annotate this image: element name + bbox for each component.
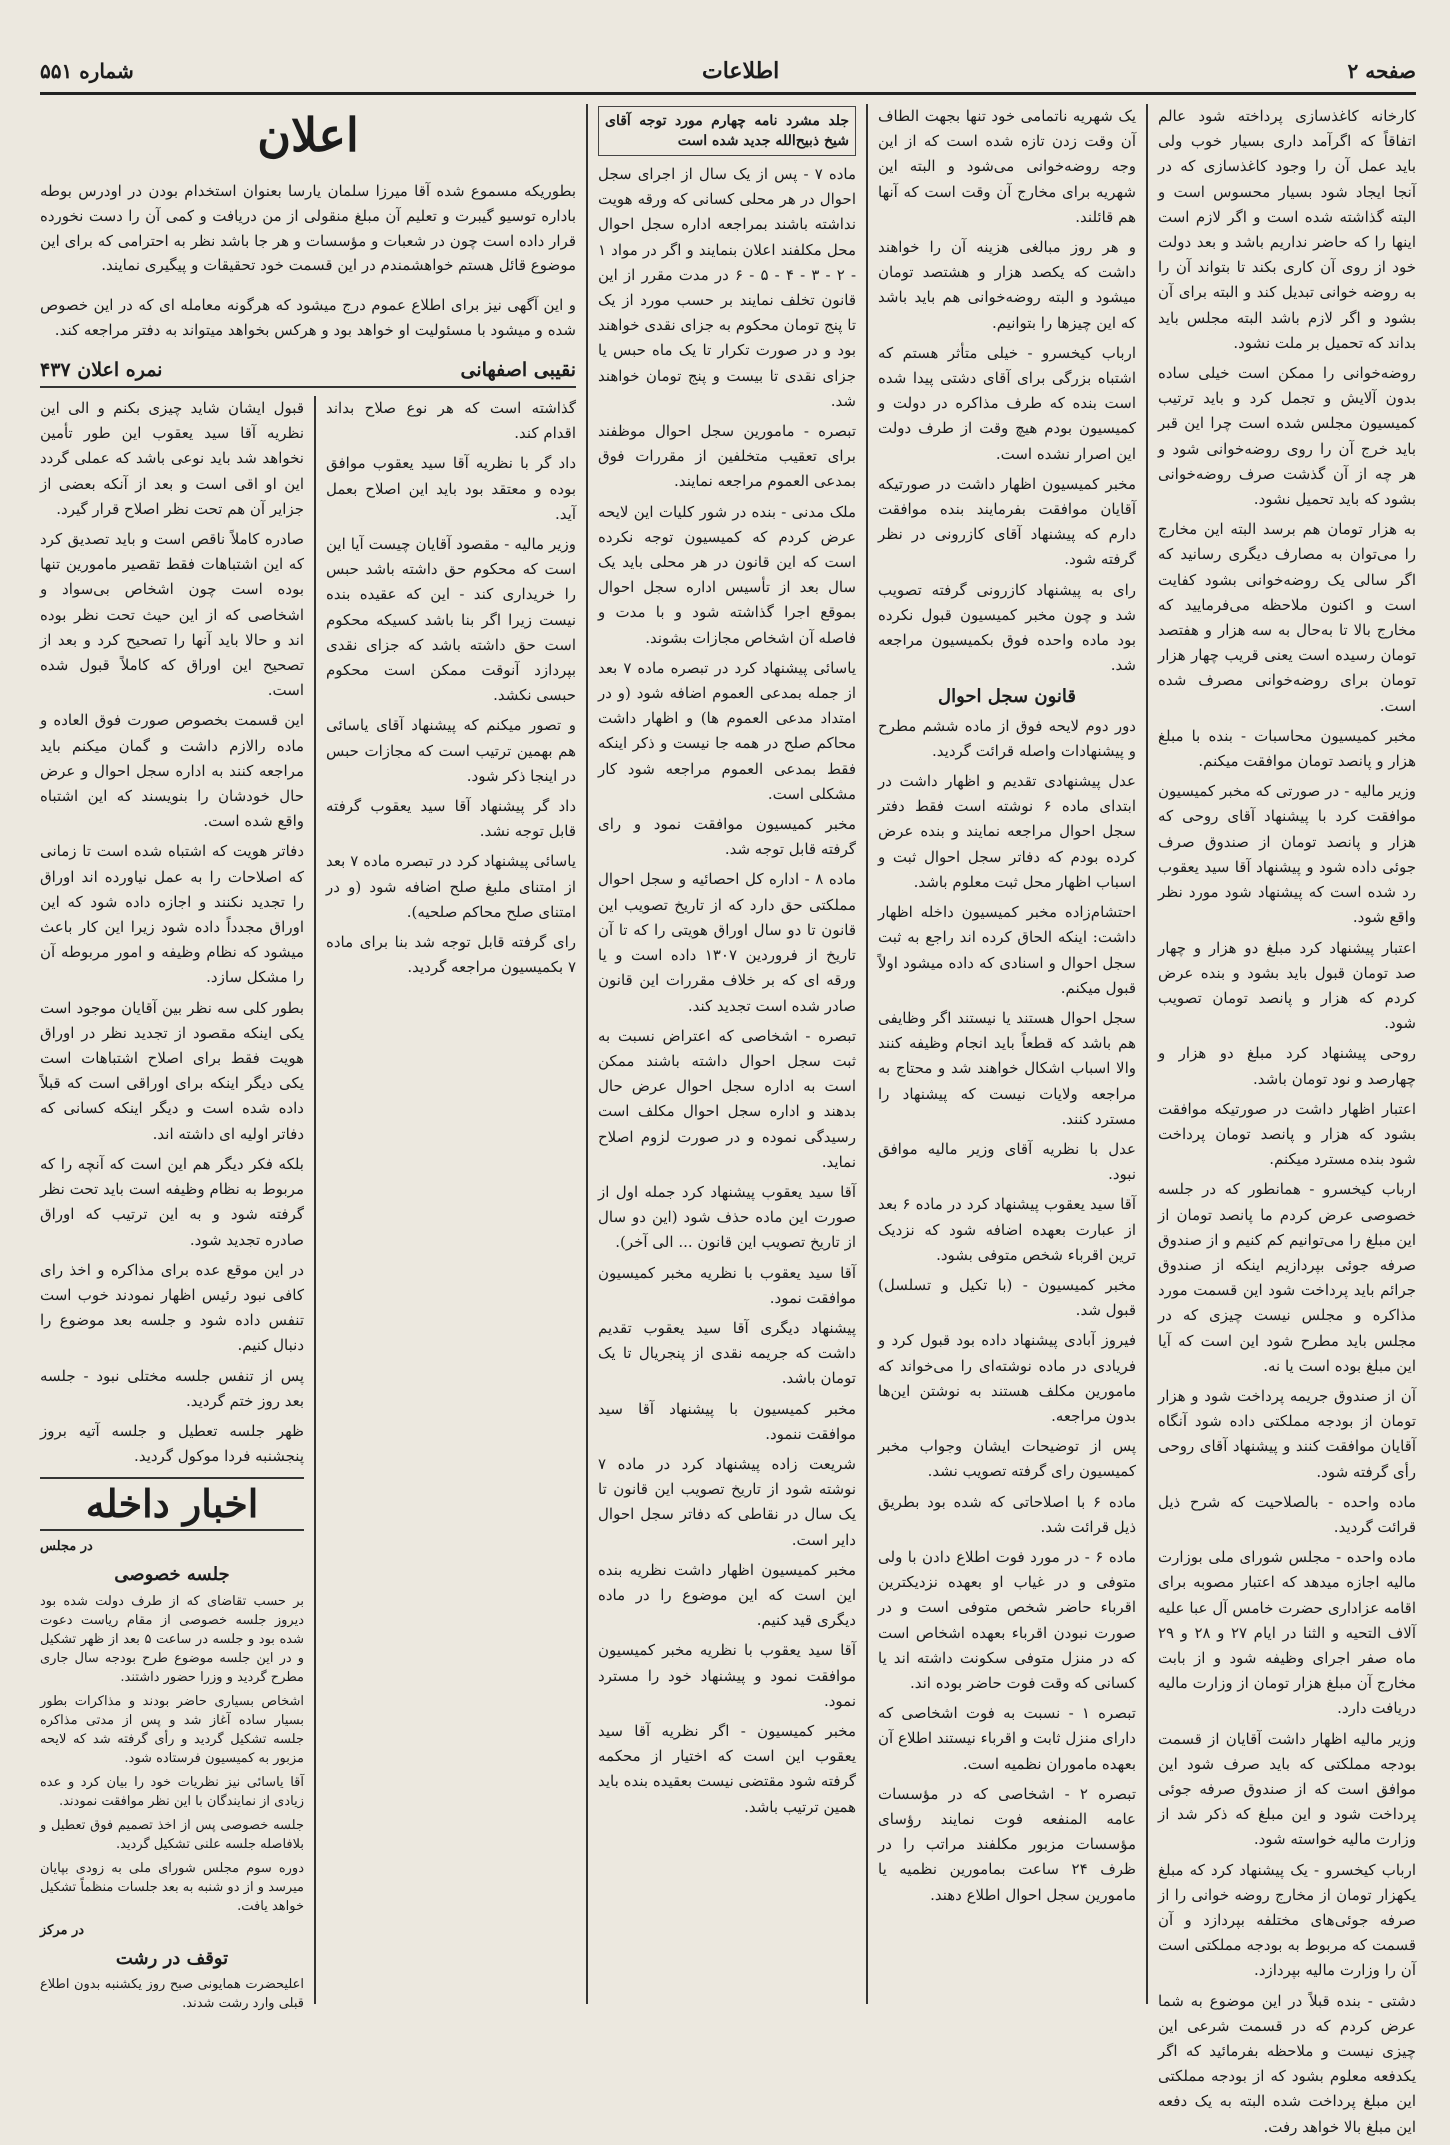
- paragraph: وزیر مالیه - در صورتی که مخبر کمیسیون موافقت کرد با پیشنهاد آقای روحی که هزار و پانصد تومان از صندوق صرف جوئی داده شود و پیشنهاد آقا سید یعقوب رد شده است که پیشنهاد شود مورد نظر واقع شود.: [1158, 782, 1416, 927]
- paragraph: صادره کاملاً ناقص است و باید تصدیق کرد که این اشتباهات فقط تقصیر مامورین تنها بوده است چون اشخاص بی‌سواد و اشخاصی که از این حیث تحت نظر بوده اند و حالا باید آنها را تصحیح کرد و بعد از تصحیح این اوراق که کاملاً قبول شده است.: [40, 530, 304, 700]
- paragraph: آقا سید یعقوب با نظریه مخبر کمیسیون موافقت نمود.: [598, 1263, 856, 1307]
- announcement-rule: [40, 386, 576, 388]
- paragraph: گذاشته است که هر نوع صلاح بداند اقدام کند.: [326, 399, 576, 443]
- paragraph: ارباب کیخسرو - خیلی متأثر هستم که اشتباه بزرگی برای آقای دشتی پیدا شده است بنده که طرف مذاکره در دولت و کمیسیون بودم هیچ وقت از طرف دولت این اصرار نشده است.: [878, 343, 1136, 463]
- signature-name: نقیبی اصفهانی: [460, 358, 576, 381]
- domestic-news-title: اخبار داخله: [40, 1477, 304, 1531]
- paragraph: اعلیحضرت همایونی صبح روز یکشنبه بدون اطلاع قبلی وارد رشت شدند.: [40, 1976, 304, 2011]
- column-1: [1158, 104, 1416, 2145]
- paragraph: ارباب کیخسرو - همانطور که در جلسه خصوصی عرض کردم ما پانصد تومان از این مبلغ را می‌توانیم کم کنیم و از صندوق صرفه جوئی بپردازیم اینکه از صندوق جرائم باید پرداخت شود این قسمت مورد مذاکره و مجلس نیست چیزی که در مجلس باید مطرح شود این است که آیا این مبلغ بوده است یا نه.: [1158, 1180, 1416, 1375]
- paragraph: رای به پیشنهاد کازرونی گرفته تصویب شد و چون مخبر کمیسیون قبول نکرده بود ماده واحده فوق بکمیسیون مراجعه شد.: [878, 580, 1136, 675]
- paragraph: رای گرفته قابل توجه شد بنا برای ماده ۷ بکمیسیون مراجعه گردید.: [326, 933, 576, 977]
- masthead: [40, 52, 1416, 90]
- paragraph: تبصره ۱ - نسبت به فوت اشخاصی که دارای منزل ثابت و اقرباء نیستند اطلاع آن بعهده ماموران نظمیه است.: [878, 1704, 1136, 1773]
- column-divider: [866, 104, 868, 2004]
- paragraph: یاسائی پیشنهاد کرد در تبصره ماده ۷ بعد از جمله بمدعی العموم اضافه شود (و در امتداد مدعی العموم ها) و اظهار داشت محاکم صلح در همه جا نیست و ذکر اینکه فقط بمدعی العموم مراجعه شود کار مشکلی است.: [598, 658, 856, 803]
- paragraph: ماده واحده - بالصلاحیت که شرح ذیل قرائت گردید.: [1158, 1492, 1416, 1536]
- announcement-block: [40, 104, 576, 389]
- paragraph: ملک مدنی - بنده در شور کلیات این لایحه عرض کردم که کمیسیون توجه نکرده است که این قانون در هر محلی باید یک سال بعد از تأسیس اداره سجل احوال بموقع اجرا گذاشته شود و با مدت و فاصله آن اشخاص مجازات بشوند.: [598, 502, 856, 647]
- paragraph: مخبر کمیسیون اظهار داشت نظریه بنده این است که این موضوع را در ماده دیگری قید کنیم.: [598, 1560, 856, 1630]
- paragraph: قبول ایشان شاید چیزی بکنم و الی این نظریه آقا سید یعقوب این طور تأمین نخواهد شد باید نوعی باشد که عملی گردد این او اقی است و بعد از آنکه بعضی از جزایر آن هم تحت نظر اصلاح قرار گیرد.: [40, 399, 304, 518]
- paragraph: آقا سید یعقوب پیشنهاد کرد در ماده ۶ بعد از عبارت بعهده اضافه شود که نزدیک ترین اقرباء شخص متوفی بشود.: [878, 1195, 1136, 1264]
- column-divider: [314, 396, 316, 2004]
- paragraph: احتشام‌زاده مخبر کمیسیون داخله اظهار داشت: اینکه الحاق کرده اند راجع به ثبت سجل احوال و اسنادی که داده میشود اولاً قبول میکنم.: [878, 903, 1136, 997]
- paragraph: و هر روز مبالغی هزینه آن را خواهند داشت که یکصد هزار و هشتصد تومان میشود و البته روضه‌خوانی هم باید باشد که این چیزها را بتوانیم.: [878, 238, 1136, 332]
- column-4: [326, 396, 576, 985]
- newspaper-title: اطلاعات: [702, 58, 780, 84]
- paragraph: به هزار تومان هم برسد البته این مخارج را می‌توان به مصارف دیگری رسانید که اگر سالی یک روضه‌خوانی بشود کفایت است و اکنون ملاحظه می‌فرمایید که مخارج بالا تا به‌حال به سه هزار و هفتصد تومان رسیده است یعنی قریب چهار هزار تومان برای روضه‌خوانی مصرف شده است.: [1158, 520, 1416, 715]
- sub-heading-majlis: در مجلس: [40, 1539, 93, 1555]
- paragraph: در این موقع عده برای مذاکره و اخذ رای کافی نبود رئیس اظهار نمودند خوب است تنفس داده شود و جلسه بعد موضوع را دنبال کنیم.: [40, 1260, 304, 1355]
- paragraph: پس از توضیحات ایشان وجواب مخبر کمیسیون رای گرفته تصویب نشد.: [878, 1437, 1136, 1481]
- paragraph: پیشنهاد دیگری آقا سید یعقوب تقدیم داشت که جریمه نقدی از پنجریال تا یک تومان باشد.: [598, 1318, 856, 1388]
- sub-heading-rasht: توقف در رشت: [115, 1947, 229, 1969]
- paragraph: آقا سید یعقوب پیشنهاد کرد جمله اول از صورت این ماده حذف شود (این دو سال از تاریخ تصویب این قانون ... الی آخر).: [598, 1182, 856, 1252]
- announcement-title: اعلان: [257, 108, 359, 162]
- paragraph: بلکه فکر دیگر هم این است که آنچه را که مربوط به نظام وظیفه است باید تحت نظر گرفته شود و به این ترتیب که اوراق صادره تجدید شود.: [40, 1154, 304, 1249]
- paragraph: ماده ۷ - پس از یک سال از اجرای سجل احوال در هر محلی کسانی که ورقه هویت نداشته باشند بمراجعه اداره سجل احوال محل مکلفند اعلان بنمایند و اگر در مواد ۱ - ۲ - ۳ - ۴ - ۵ - ۶ در مدت مقرر از این قانون تخلف نمایند بر حسب مورد از یک تا پنج تومان محکوم به جزای نقدی خواهند بود و در صورت تکرار تا یک ماه حبس یا جزای نقدی تا بیست و پنج تومان خواهند شد.: [598, 165, 857, 410]
- paragraph: روضه‌خوانی را ممکن است خیلی ساده بدون آلایش و تجمل کرد و باید ترتیب کمیسیون مجلس شده است چرا این قبر باید خرج آن را روی روضه‌خوانی شود و هر چه از آن گذشت صرف روضه‌خوانی بشود که باید تحمیل نشود.: [1158, 364, 1416, 509]
- paragraph: آن از صندوق جریمه پرداخت شود و هزار تومان از بودجه مملکتی داده شود آنگاه آقایان موافقت کنند و پیشنهاد آقای روحی رأی گرفته شود.: [1158, 1386, 1416, 1481]
- paragraph: ظهر جلسه تعطیل و جلسه آتیه بروز پنجشنبه فردا موکول گردید.: [40, 1421, 304, 1466]
- newspaper-page: [40, 52, 1417, 2136]
- paragraph: جلسه خصوصی پس از اخذ تصمیم فوق تعطیل و بلافاصله جلسه علنی تشکیل گردید.: [40, 1817, 304, 1852]
- issue-number: شماره ۵۵۱: [40, 59, 134, 83]
- paragraph: یک شهریه ناتمامی خود تنها بجهت الطاف آن وقت زدن تازه شده است که از این وجه روضه‌خوانی می‌شود و البته این شهریه برای مخارج آن وقت است که آنها هم قائلند.: [878, 107, 1136, 226]
- paragraph: و تصور میکنم که پیشنهاد آقای یاسائی هم بهمین ترتیب است که مجازات حبس در اینجا ذکر شود.: [326, 716, 576, 785]
- paragraph: اعتبار اظهار داشت در صورتیکه موافقت بشود که هزار و پانصد تومان پرداخت شود بنده مسترد میکنم.: [1158, 1099, 1416, 1169]
- paragraph: کارخانه کاغذسازی پرداخته شود عالم اتفاقاً که اگرآمد داری بسیار خوب ولی باید عمل آن را وجود کاغذسازی که در آنجا ایجاد شود بسیار محسوس است و البته گذاشته شده است و اگر لازم است اینها را که حاضر نداریم باشد و بعد دولت خود از روی آن کاری بکند تا بتواند آن را به روضه خوانی تبدیل کند و البته برای آن بشود و اگر لازم باشد البته مجلس باید بداند که تحمیل بر ملت نشود.: [1158, 107, 1416, 352]
- paragraph: عدل پیشنهادی تقدیم و اظهار داشت در ابتدای ماده ۶ نوشته است فقط دفتر سجل احوال مراجعه نمایند و بنده عرض کرده بودم که دفاتر سجل احوال ثبت و اسباب اظهار محل ثبت معلوم باشد.: [878, 772, 1136, 891]
- paragraph: ماده واحده - مجلس شورای ملی بوزارت مالیه اجازه میدهد که اعتبار مصوبه برای اقامه عزاداری حضرت خامس آل عبا علیه آلاف التحیه و الثنا در ایام ۲۷ و ۲۸ و ۲۹ ماه صفر اجرای وظیفه شود و از بابت مخارج آن مبلغ هزار تومان از وزارت مالیه دریافت دارد.: [1158, 1548, 1417, 1718]
- paragraph: ماده ۶ با اصلاحاتی که شده بود بطریق ذیل قرائت شد.: [878, 1492, 1136, 1536]
- paragraph: مخبر کمیسیون - اگر نظریه آقا سید یعقوب این است که اختیار از محکمه گرفته شود مقتضی نیست بعقیده بنده باید همین ترتیب باشد.: [598, 1721, 856, 1816]
- paragraph: تبصره ۲ - اشخاصی که در مؤسسات عامه المنفعه فوت نمایند رؤسای مؤسسات مزبور مکلفند مراتب را در ظرف ۲۴ ساعت بمامورین نظمیه یا مامورین سجل احوال اطلاع دهند.: [878, 1784, 1136, 1904]
- paragraph: داد گر پیشنهاد آقا سید یعقوب گرفته قابل توجه نشد.: [326, 797, 576, 841]
- sub-heading-private-session: جلسه خصوصی: [114, 1564, 230, 1586]
- paragraph: وزیر مالیه اظهار داشت آقایان از قسمت بودجه مملکتی که باید صرف شود این موافق است که از صندوق صرفه جوئی پرداخت شود و این مبلغ که ذکر شد از وزارت مالیه خواسته شود.: [1158, 1729, 1416, 1849]
- paragraph: دفاتر هویت که اشتباه شده است تا زمانی که اصلاحات را به عمل نیاورده اند اوراق را تجدید نکنند و اجازه داده شود که این اوراق مجدداً داده شود زیرا این کار باعث میشود که نظام وظیفه و امور مربوطه آن را مشکل سازد.: [40, 842, 304, 987]
- page-number: صفحه ۲: [1347, 59, 1416, 83]
- paragraph: اشخاص بسیاری حاضر بودند و مذاکرات بطور بسیار ساده آغاز شد و پس از مدتی مذاکره جلسه تشکیل گردید و رأی گرفته شد که لایحه مزبور به کمیسیون فرستاده شود.: [40, 1693, 304, 1766]
- paragraph: این قسمت بخصوص صورت فوق العاده و ماده رالازم داشت و گمان میکنم باید مراجعه کنند به اداره سجل احوال و عرض حال خودشان را بنویسند که این اشتباه واقع شده است.: [40, 711, 304, 831]
- paragraph: سجل احوال هستند یا نیستند اگر وظایفی هم باشد که قطعاً باید انجام وظیفه کنند والا اسباب اشکال خواهند شد و محتاج به مراجعه ولایات نیست که پیشنهاد را مسترد کنند.: [878, 1008, 1136, 1128]
- paragraph: دور دوم لایحه فوق از ماده ششم مطرح و پیشنهادات واصله قرائت گردید.: [878, 716, 1136, 760]
- paragraph: تبصره - مامورین سجل احوال موظفند برای تعقیب متخلفین از مقررات فوق بمدعی العموم مراجعه نمایند.: [598, 422, 856, 491]
- paragraph: ارباب کیخسرو - یک پیشنهاد کرد که مبلغ یکهزار تومان از مخارج روضه خوانی را از صرفه جوئی‌های مختلفه بپردازد و آن قسمت که مربوط به بودجه مملکتی است آن را وزارت مالیه بپردازد.: [1158, 1860, 1416, 1980]
- paragraph: روحی پیشنهاد کرد مبلغ دو هزار و چهارصد و نود تومان باشد.: [1158, 1044, 1416, 1088]
- column-3: [598, 104, 856, 1825]
- paragraph: داد گر با نظریه آقا سید یعقوب موافق بوده و معتقد بود باید این اصلاح بعمل آید.: [326, 454, 576, 523]
- paragraph: مخبر کمیسیون با پیشنهاد آقا سید موافقت ننمود.: [598, 1399, 856, 1443]
- column-divider: [586, 104, 588, 2004]
- paragraph: عدل با نظریه آقای وزیر مالیه موافق نبود.: [878, 1139, 1136, 1184]
- column-divider: [1146, 104, 1148, 2004]
- paragraph: دشتی - بنده قبلاً در این موضوع به شما عرض کردم که در قسمت شرعی این چیزی نیست و ملاحظه بفرمائید که اگر یکدفعه معلوم بشود که از بودجه مملکتی این مبلغ پرداخت شده البته به یک دفعه این مبلغ بالا خواهد رفت.: [1158, 1991, 1416, 2136]
- section-heading-civil-registry-law: قانون سجل احوال: [938, 686, 1076, 708]
- paragraph: ماده ۸ - اداره کل احصائیه و سجل احوال مملکتی حق دارد که از تاریخ تصویب این قانون تا دو سال اوراق هویتی را که تا آن تاریخ از فروردین ۱۳۰۷ داده است و یا ورقه ای که بر خلاف مقررات این قانون صادر شده است تجدید کند.: [598, 870, 856, 1015]
- paragraph: شریعت زاده پیشنهاد کرد در ماده ۷ نوشته شود از تاریخ تصویب این قانون تا یک سال در نقاطی که دفاتر سجل احوال دایر است.: [598, 1454, 856, 1549]
- paragraph: و این آگهی نیز برای اطلاع عموم درج میشود که هرگونه معامله ای که در این خصوص شده و میشود با مسئولیت او خواهد بود و هرکس بخواهد میتواند به دفتر مراجعه کند.: [40, 296, 576, 339]
- paragraph: مخبر کمیسیون محاسبات‌ - بنده با مبلغ هزار و پانصد تومان موافقت میکنم.: [1158, 726, 1416, 771]
- paragraph: اعتبار پیشنهاد کرد مبلغ دو هزار و چهار صد تومان قبول باید بشود و بنده عرض کردم که هزار و پانصد تومان تصویب شود.: [1158, 938, 1416, 1033]
- paragraph: بر حسب تقاضای که از طرف دولت شده بود دیروز جلسه خصوصی از مقام ریاست دعوت شده بود و جلسه در ساعت ۵ بعد از ظهر تشکیل و در این جلسه موضوع طرح بودجه سال جاری مطرح گردید و وزرا حضور داشتند.: [40, 1593, 304, 1685]
- paragraph: تبصره - اشخاصی که اعتراض نسبت به ثبت سجل احوال داشته باشند ممکن است به اداره سجل احوال عرض حال بدهند و اداره سجل احوال مکلف است رسیدگی نموده و در صورت لزوم اصلاح نماید.: [598, 1026, 856, 1171]
- paragraph: وزیر مالیه - مقصود آقایان چیست آیا این است که محکوم حق داشته باشد حبس را خریداری کند - این که عقیده بنده نیست زیرا اگر بنا باشد کسیکه محکوم است حق داشته باشد که جزای نقدی بپردازد آنوقت ممکن است محکوم حبسی نکشد.: [326, 535, 576, 705]
- paragraph: پس از تنفس جلسه مختلی نبود - جلسه بعد روز ختم گردید.: [40, 1366, 304, 1410]
- sub-heading-center: در مرکز: [40, 1922, 85, 1938]
- paragraph: آقا یاسائی نیز نظریات خود را بیان کرد و عده زیادی از نمایندگان با این نظر موافقت نمودند.: [40, 1774, 304, 1809]
- paragraph: بطوریکه مسموع شده آقا میرزا سلمان یارسا بعنوان استخدام بودن در اودرس بوطه باداره توسیو گیبرت و تعلیم آن مبلغ منقولی از من دریافت و کمی آن را دست نخورده قرار داده است چون در شعبات و مؤسسات و هر جا باشد نظر به احترامی که برای این موضوع قائل هستم خواهشمندم در این قسمت خود تحقیقات و پیگیری نمایند.: [40, 182, 576, 275]
- paragraph: مخبر کمیسیون - (با تکیل و تسلسل) قبول شد.: [878, 1275, 1136, 1320]
- column-5: [40, 396, 304, 2018]
- paragraph: یاسائی پیشنهاد کرد در تبصره ماده ۷ بعد از امتنای ملبغ صلح اضافه شود (و در امتنای صلح محاکم صلحیه).: [326, 852, 576, 921]
- paragraph: دوره سوم مجلس شورای ملی به زودی بپایان میرسد و از دو شنبه به بعد جلسات منظماً تشکیل خواهد یافت.: [40, 1860, 304, 1914]
- paragraph: بطور کلی سه نظر بین آقایان موجود است یکی اینکه مقصود از تجدید نظر در اوراق هویت فقط برای اصلاح اشتباهات است یکی دیگر اینکه برای اوراقی است که قبلاً داده شده است و دیگر اینکه کسانی که دفاتر اولیه ای داشته اند.: [40, 998, 304, 1143]
- paragraph: آقا سید یعقوب با نظریه مخبر کمیسیون موافقت نمود و پیشنهاد خود را مسترد نمود.: [598, 1641, 856, 1710]
- notice-number: نمره اعلان ۴۳۷: [40, 358, 163, 381]
- boxed-note: جلد مشرد نامه چهارم مورد توجه آقای شیخ ذبیح‌الله جدید شده است: [598, 106, 856, 156]
- column-2: [878, 104, 1136, 1913]
- paragraph: مخبر کمیسیون موافقت نمود و رای گرفته قابل توجه شد.: [598, 815, 856, 859]
- announcement-labels: [40, 358, 576, 383]
- paragraph: ماده ۶ - در مورد فوت اطلاع دادن با ولی متوفی و در غیاب او بعهده نزدیکترین اقرباء حاضر شخص متوفی است و در صورت نبودن اقرباء بعهده اشخاص است که در منزل متوفی سکونت داشته اند یا کسانی که وقت فوت حاضر بوده اند.: [878, 1547, 1136, 1692]
- paragraph: مخبر کمیسیون اظهار داشت در صورتیکه آقایان موافقت بفرمایند بنده موافقت دارم که پیشنهاد آقای کازرونی در نظر گرفته شود.: [878, 474, 1136, 569]
- masthead-rule: [40, 92, 1416, 95]
- paragraph: فیروز آبادی پیشنهاد داده بود قبول کرد و فریادی در ماده نوشته‌ای را می‌خواند که مامورین مکلف هستند به نوشتن این‌ها بدون مراجعه.: [878, 1331, 1136, 1425]
